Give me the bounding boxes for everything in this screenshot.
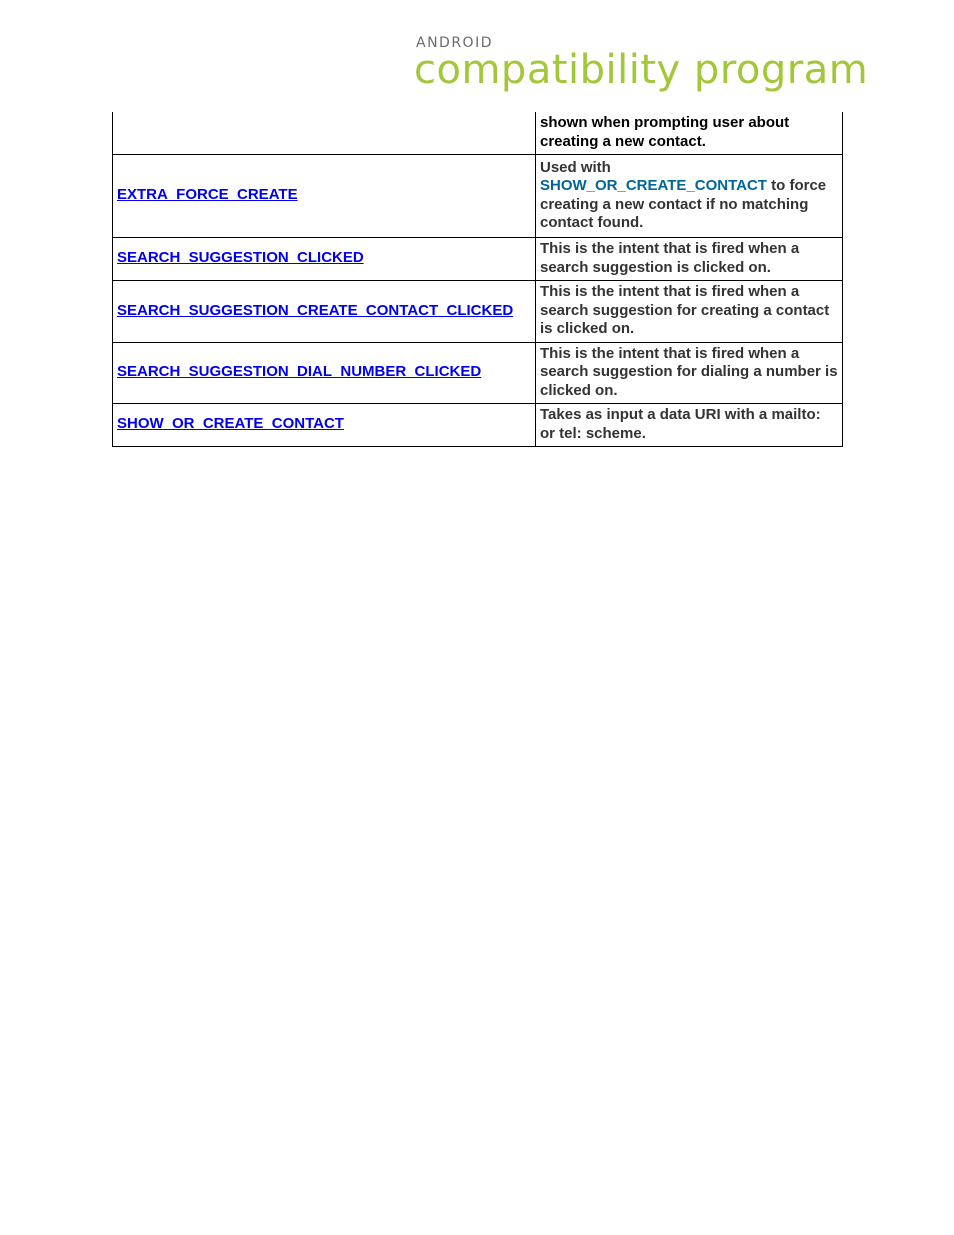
search-suggestion-clicked-link[interactable]: SEARCH_SUGGESTION_CLICKED: [117, 249, 364, 267]
constant-name-cell: [113, 404, 536, 447]
extra-force-create-link[interactable]: EXTRA_FORCE_CREATE: [117, 186, 298, 204]
table-row: [113, 342, 843, 404]
constant-description: shown when prompting user about creating a new contact.: [536, 112, 843, 155]
constant-description: This is the intent that is fired when a search suggestion for creating a contact is clicked on.: [536, 281, 843, 343]
table-row: [113, 155, 843, 238]
table-row: [113, 404, 843, 447]
constant-description: This is the intent that is fired when a search suggestion for dialing a number is clicked on.: [536, 342, 843, 404]
constant-name-cell: [113, 342, 536, 404]
constant-name-cell: [113, 155, 536, 238]
constant-description: This is the intent that is fired when a search suggestion is clicked on.: [536, 238, 843, 281]
constant-description: [536, 155, 843, 238]
compatibility-program-logo: [414, 35, 869, 96]
logo-compatibility-program-wordmark: compatibility program: [414, 47, 869, 93]
table-row: [113, 112, 843, 155]
search-suggestion-create-contact-clicked-link[interactable]: SEARCH_SUGGESTION_CREATE_CONTACT_CLICKED: [117, 301, 514, 319]
description-text: to force creating a new contact if no matching contact found.: [540, 177, 827, 231]
constant-name-cell: [113, 281, 536, 343]
constant-name-cell: [113, 112, 536, 155]
show-or-create-contact-link[interactable]: SHOW_OR_CREATE_CONTACT: [117, 415, 344, 433]
table-row: [113, 238, 843, 281]
constant-name-cell: [113, 238, 536, 281]
constant-description: Takes as input a data URI with a mailto: or tel: scheme.: [536, 404, 843, 447]
logo-android-wordmark: ANDROID: [416, 35, 493, 51]
table-row: [113, 281, 843, 343]
search-suggestion-dial-number-clicked-link[interactable]: SEARCH_SUGGESTION_DIAL_NUMBER_CLICKED: [117, 363, 482, 380]
intent-constants-table: [112, 112, 843, 447]
description-text: Used with: [540, 158, 611, 176]
show-or-create-contact-reference: SHOW_OR_CREATE_CONTACT: [540, 177, 767, 194]
